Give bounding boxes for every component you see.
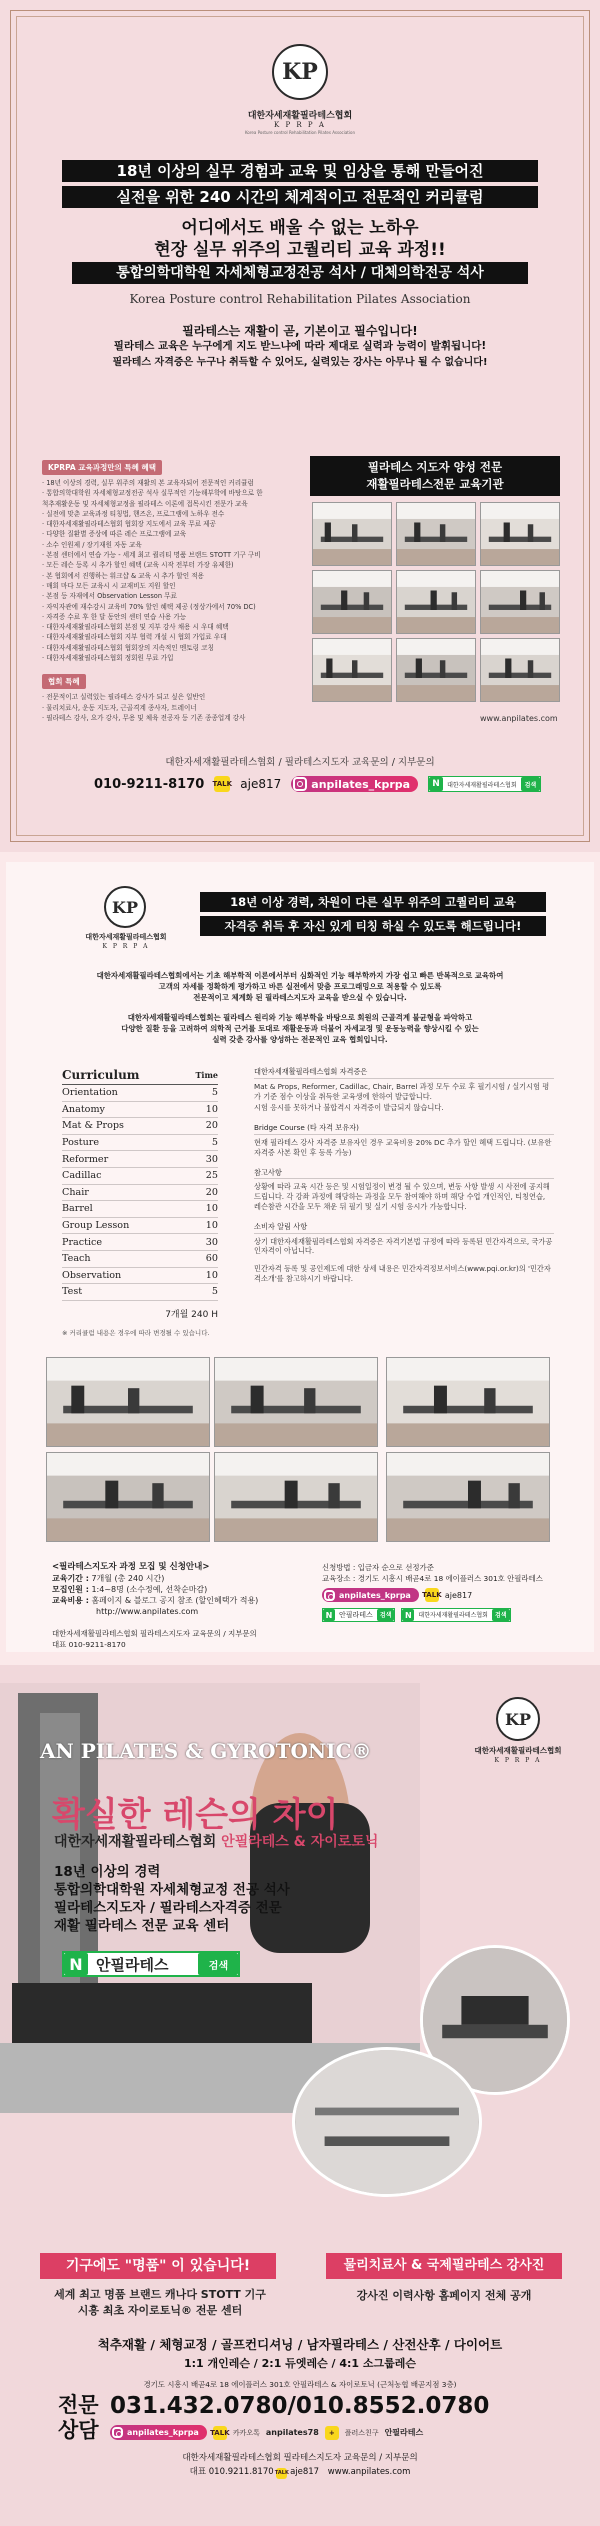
headline-line-2: 실전을 위한 240 시간의 체계적이고 전문적인 커리큘럼 [62,186,538,208]
benefit-item: · 물리치료사, 운동 지도자, 근골격계 종사자, 트레이너 [42,703,197,712]
course-name: Orientation [62,1087,118,1099]
search-button[interactable]: 검색 [198,1953,238,1975]
phone-numbers[interactable]: 031.432.0780/010.8552.0780 [110,2393,490,2419]
curriculum-row [62,1102,218,1119]
logo-mark: KP [112,897,138,917]
info-paragraph-1b: 시험 응시를 못하거나 불합격시 자격증이 발급되지 않습니다. [254,1103,444,1113]
feature-item: · 대한자세재활필라테스협회 협회장의 지속적인 멘토링 코칭 [42,643,214,652]
fee-label: 교육비용 : [52,1596,89,1605]
contact-label-2: 상담 [58,2418,99,2442]
course-name: Test [62,1286,83,1298]
instagram-link[interactable] [110,2425,207,2440]
feature-item: · 실전에 맞춘 교육과정 티칭법, 핸즈온, 프로그램에 노하우 전수 [42,509,225,518]
contact-labels [58,2393,99,2443]
curriculum-total: 7개월 240 H [165,1309,218,1320]
curriculum-header-row [62,1065,218,1085]
kakao-icon: TALK [214,776,230,792]
org-english-small: Korea Posture control Rehabilitation Pilates Association [245,130,355,135]
feature-item: · 소수 인원제 / 장기재원 자동 교육 [42,540,142,549]
feature-item: · 자익자관에 재수강시 교육비 70% 할인 혜택 제공 (정상가에서 70% DC) [42,602,256,611]
footer-org: 대한자세재활필라테스협회 필라테스지도자 교육문의 / 지부문의 [182,2453,418,2463]
info-heading-2: Bridge Course (타 자격 보유자) [254,1121,554,1135]
course-name: Reformer [62,1153,109,1165]
feature-item: · 18년 이상의 경력, 실무 위주의 재활의 본 교육자되어 전문적인 커리큘럼 [42,479,254,487]
recruit-title: <필라테스지도자 과정 모집 및 신청안내> [52,1562,210,1572]
kakao-icon: TALK [276,2468,287,2479]
course-name: Group Lesson [62,1220,130,1232]
course-name: Chair [62,1186,89,1198]
big-headline: 확실한 레슨의 차이 [52,1795,339,1835]
studio-photo [46,1357,210,1447]
intro-line-1: 대한자세재활필라테스협회에서는 기초 해부학적 이론에서부터 심화적인 기능 해부학까지 가장 쉽고 빠른 반복적으로 교육하여 [96,971,504,980]
period-label: 교육기간 : [52,1574,89,1583]
instagram-link[interactable] [322,1588,419,1602]
course-hours: 10 [205,1269,218,1281]
naver-search-box[interactable] [428,776,541,792]
info-heading-4: 소비자 알림 사항 [254,1220,554,1234]
benefit-items [42,692,294,723]
feature-item: · 통합의학대학원 자세체형교정전공 석사 실무적인 기능해부학에 바탕으로 한 [42,489,263,498]
address: 경기도 시흥시 배곧4로 18 에이플러스 301호 안필라테스 & 자이로토닉 (근처농협 배곧지점 3층) [143,2380,457,2389]
course-hours: 20 [205,1186,218,1198]
course-hours: 30 [205,1236,218,1248]
social-row [110,2425,423,2440]
studio-photo [480,502,560,566]
apply-info [322,1562,582,1622]
feature-item: · 매회 마다 모든 교육시 시 교재비도 지원 할인 [42,581,176,590]
org-initials: K P R P A [494,1757,542,1764]
recruit-info [52,1562,312,1617]
search-query: 안필라테스 [96,1955,169,1974]
intro-line-2: 고객의 자세를 정확하게 평가하고 바른 실전에서 맞춤 프로그래밍으로 적용할 수 있도록 [158,982,442,991]
feature-item: · 대한자세재활필라테스협회 지부 협력 개설 시 협회 가입료 우대 [42,633,227,642]
time-header: Time [195,1069,218,1080]
logo-mark: KP [505,1709,531,1729]
kakao-channel: 카카오톡 [232,2428,260,2437]
course-hours: 10 [205,1203,218,1215]
left-features [40,2287,280,2319]
kprpa-logo [104,886,146,928]
benefit-item: · 전문적이고 실력있는 필라테스 강사가 되고 싶은 일반인 [42,693,206,702]
naver-n-icon: N [402,1609,414,1621]
program-list: 척추재활 / 체형교정 / 골프컨디셔닝 / 남자필라테스 / 산전산후 / 다이어트 [97,2337,503,2352]
course-hours: 25 [205,1170,218,1182]
left-feature-1: 세계 최고 명품 브랜드 캐나다 STOTT 기구 [54,2288,266,2301]
curriculum-row [62,1284,218,1301]
phone-number[interactable]: 010-9211-8170 [94,776,205,792]
count-value: 1:4~8명 (소수정예, 선착순마감) [91,1585,208,1594]
studio-photo [480,638,560,702]
right-feature: 강사진 이력사항 홈페이지 전체 공개 [356,2289,532,2302]
info-paragraph-1: Mat & Props, Reformer, Cadillac, Chair, Barrel 과정 모두 수료 후 필기시험 / 실기시험 평가 기준 점수 이상을 취득한 교육생에 한하여 발급합니다. [254,1081,550,1101]
course-hours: 30 [205,1153,218,1165]
left-feature-2: 시흥 최초 자이로토닉® 전문 센터 [77,2304,243,2317]
benefit-pill: 협회 특혜 [42,674,86,689]
feature-item: · 본점 등 자재에서 Observation Lesson 무료 [42,592,177,601]
org-name: 대한자세재활필라테스협회 [85,933,167,941]
naver-search-box[interactable] [62,1951,240,1977]
info-heading-3: 참고사항 [254,1166,554,1180]
feature-item: · 모든 레슨 등록 시 추가 할인 혜택 (교육 시작 전부터 가장 유제한) [42,561,234,570]
course-hours: 10 [205,1220,218,1232]
course-name: Teach [62,1253,91,1265]
fee-value: 홈페이지 & 블로그 공지 참조 (할인혜택가 적용) [91,1596,259,1605]
credential-line: 통합의학대학원 자세체형교정 전공 석사 [54,1882,290,1898]
info-paragraph-2: 현재 필라테스 강사 자격증 보유자인 경우 교육비용 20% DC 추가 할인 혜택 드립니다. (보유한 자격증 사본 확인 후 등록 가능) [254,1137,552,1157]
studio-photo [312,570,392,634]
degree-line: 통합의학대학원 자세체형교정전공 석사 / 대체의학전공 석사 [72,262,528,284]
curriculum-row [62,1085,218,1102]
org-name: 대한자세재활필라테스협회 [247,111,353,121]
info-paragraph-4: 상기 대한자세재활필라테스협회 자격증은 자격기본법 규정에 따라 등록된 민간자격으로, 국가공인자격이 아닙니다. [254,1236,553,1256]
curriculum-row [62,1234,218,1251]
search-query-2: 대한자세재활필라테스협회 [418,1611,488,1619]
studio-photo [312,638,392,702]
feature-items [42,478,294,663]
intro-paragraph-2 [20,1012,580,1045]
poster-sheet-2 [0,852,600,1665]
benefit-item: · 필라테스 강사, 요가 강사, 무용 및 체육 전공자 등 기존 종종업계 강사 [42,713,246,722]
instagram-id: anpilates_kprpa [127,2428,199,2437]
curriculum-row [62,1135,218,1152]
search-button-1[interactable]: 검색 [377,1609,395,1621]
search-button[interactable]: 검색 [521,777,541,791]
naver-search-box-2[interactable] [401,1608,510,1622]
org-initials: K P R P A [102,943,150,950]
tag-line-1: 18년 이상 경력, 차원이 다른 실무 위주의 고퀄리티 교육 [200,892,546,912]
studio-photo [386,1357,550,1447]
footer-org: 대한자세재활필라테스협회 / 필라테스지도자 교육문의 / 지부문의 [165,757,435,768]
studio-photo [480,570,560,634]
curriculum-row [62,1151,218,1168]
feature-item: · 대한자세재활필라테스협회 정회원 무료 가입 [42,654,174,663]
intro-line-5: 다양한 질환 등을 고려하여 의학적 근거를 토대로 재활운동과 더불어 자세교정 및 운동능력을 향상시킬 수 있는 [121,1024,479,1033]
footer-org: 대한자세재활필라테스협회 필라테스지도자 교육문의 / 지부문의 [52,1629,257,1638]
credential-line: 재활 필라테스 전문 교육 센터 [54,1918,230,1934]
course-name: Practice [62,1236,103,1248]
motto-3: 필라테스 자격증은 누구나 취득할 수 있어도, 실력있는 강사는 아무나 될 수 없습니다! [112,357,488,368]
curriculum-header: Curriculum [62,1067,140,1082]
naver-n-icon: N [64,1953,88,1975]
plus-friend-id[interactable]: 안필라테스 [384,2428,424,2437]
curriculum-row [62,1218,218,1235]
feature-item: 척추재활운동 및 자세체형교정을 필라테스 이론에 접목시킨 전문가 교육 [42,499,248,508]
kakao-id[interactable]: aje817 [240,777,282,791]
feature-item: · 대한자세재활필라테스협회 협회장 지도에서 교육 무료 제공 [42,520,216,529]
curriculum-rows [62,1085,218,1301]
curriculum-row [62,1201,218,1218]
studio-photo [214,1357,378,1447]
sheet2-footer [52,1628,552,1650]
curriculum-row [62,1185,218,1202]
feature-list [42,455,294,722]
studio-photo [396,570,476,634]
intro-line-6: 실력 갖춘 강사를 양성하는 전문적인 교육 협회입니다. [212,1035,388,1044]
kprpa-logo [272,44,328,100]
search-row [322,1608,582,1622]
course-hours: 5 [211,1137,218,1149]
credential-line: 필라테스지도자 / 필라테스자격증 전문 [54,1900,282,1916]
kakao-id[interactable]: anpilates78 [265,2428,319,2437]
brand-title: AN PILATES & GYROTONIC® [40,1739,372,1763]
kprpa-logo [496,1697,540,1741]
sub-line-2: 현장 실무 위주의 고퀄리티 교육 과정!! [154,240,446,260]
studio-photo [386,1452,550,1542]
instagram-link[interactable] [291,776,418,792]
center-title [310,456,560,496]
course-name: Cadillac [62,1170,102,1182]
instagram-id: anpilates_kprpa [339,1590,411,1600]
contact-label-1: 전문 [58,2393,99,2417]
footer-kakao[interactable]: aje817 [290,2467,320,2477]
banner-right: 물리치료사 & 국제필라테스 강사진 [326,2253,562,2279]
intro-paragraph-1 [20,970,580,1003]
info-paragraph-5: 민간자격 등록 및 공인제도에 대한 상세 내용은 민간자격정보서비스(www.pqi.or.kr)의 '민간자격소개'를 참고하시기 바랍니다. [254,1264,551,1283]
poster-sheet-3 [0,1665,600,2526]
instagram-icon [112,2427,123,2438]
contact-row [94,775,541,793]
curriculum-note: ※ 커리큘럼 내용은 경우에 따라 변경될 수 있습니다. [62,1328,210,1337]
location: 교육장소 : 경기도 시흥시 배곧4로 18 에이플러스 301호 안필라테스 [322,1574,543,1583]
studio-photo [46,1452,210,1542]
course-name: Posture [62,1137,100,1149]
studio-photo [396,638,476,702]
kakao-id[interactable]: aje817 [444,1590,473,1600]
curriculum-table [62,1065,218,1337]
poster-sheet-1 [0,0,600,852]
sub-org: 대한자세재활필라테스협회 [54,1834,217,1850]
instagram-icon [293,777,307,791]
org-initials: K P R P A [274,121,326,129]
period-value: 7개월 (총 240 시간) [91,1574,165,1583]
info-paragraph-3: 상황에 따라 교육 시간 등은 및 시험일정이 변경 될 수 있으며, 변동 사항 발생 시 사전에 공지해드립니다. 각 강좌 과정에 해당하는 과정을 모두 참여해야 하며 해당 수업 개인적인, 티칭연습, 레슨참관 시간을 모두 채운 뒤 필기 및 실기 시험 응시가 가능합니다. [254,1182,550,1211]
feature-item: · 다양한 질환별 증상에 따른 레슨 프로그램에 교육 [42,530,187,539]
course-name: Barrel [62,1203,93,1215]
sub-brand: 안필라테스 & 자이로토닉 [221,1834,379,1850]
credential-lines [54,1863,290,1935]
feature-item: · 본 협회에서 진행하는 워크샵 & 교육 시 추가 할인 적용 [42,571,204,580]
certificate-info [254,1065,554,1292]
motto-2: 필라테스 교육은 누구에게 지도 받느냐에 따라 제대로 실력과 능력이 발휘됩니다! [113,340,487,352]
tag-line-2: 자격증 취득 후 자신 있게 티칭 하실 수 있도록 해드립니다! [200,916,546,936]
curriculum-row [62,1168,218,1185]
motto-1: 필라테스는 재활이 곧, 기본이고 필수입니다! [182,324,418,338]
intro-line-4: 대한자세재활필라테스협회는 필라테스 원리와 기능 해부학을 바탕으로 회원의 근골격계 불균형을 파악하고 [127,1013,473,1022]
curriculum-row [62,1251,218,1268]
course-hours: 20 [205,1120,218,1132]
count-label: 모집인원 : [52,1585,89,1594]
kakao-icon: TALK [425,1588,439,1602]
plus-friend-label: 플러스친구 [344,2428,379,2437]
feature-item: · 자격증 수료 후 한 달 동안의 센터 연습 사용 가능 [42,612,187,621]
banner-left: 기구에도 "명품" 이 있습니다! [40,2253,276,2279]
curriculum-row [62,1268,218,1285]
website-link[interactable]: www.anpilates.com [480,714,558,723]
search-button-2[interactable]: 검색 [492,1609,510,1621]
naver-n-icon: N [429,777,443,791]
center-title-1: 필라테스 지도자 양성 전문 [367,460,503,474]
english-org: Korea Posture control Rehabilitation Pilates Association [129,292,471,306]
studio-photo [214,1452,378,1542]
course-hours: 5 [211,1087,218,1099]
sub-line-1: 어디에서도 배울 수 없는 노하우 [181,218,419,238]
course-hours: 60 [205,1253,218,1265]
feature-pill: KPRPA 교육과정만의 특혜 혜택 [42,460,162,475]
footer-site[interactable]: www.anpilates.com [327,2467,411,2477]
class-types: 1:1 개인레슨 / 2:1 듀엣레슨 / 4:1 소그룹레슨 [183,2357,417,2370]
course-name: Observation [62,1269,122,1281]
sub-org-line [54,1831,378,1851]
logo-mark: KP [282,59,318,85]
headline-line-1: 18년 이상의 실무 경험과 교육 및 임상을 통해 만들어진 [62,160,538,182]
search-query: 대한자세재활필라테스협회 [447,781,517,789]
curriculum-row [62,1118,218,1135]
footer-contacts [0,2465,600,2479]
info-title: 대한자세재활필라테스협회 자격증은 [254,1065,554,1079]
course-name: Mat & Props [62,1120,124,1132]
studio-photo [292,2047,482,2197]
naver-n-icon: N [323,1609,335,1621]
plus-friend-icon: + [325,2426,339,2440]
center-title-2: 재활필라테스전문 교육기관 [366,477,504,491]
footer-tel[interactable]: 대표 010-9211-8170 [52,1640,126,1649]
naver-search-box-1[interactable] [322,1608,395,1622]
course-hours: 5 [211,1286,218,1298]
course-name: Anatomy [62,1103,105,1115]
org-name: 대한자세재활필라테스협회 [474,1746,562,1755]
search-query-1: 안필라테스 [339,1610,373,1619]
course-hours: 10 [205,1103,218,1115]
recruit-site-link[interactable]: http://www.anpilates.com [96,1607,199,1616]
intro-line-3: 전문적이고 체계화 된 필라테스지도자 교육을 받으실 수 있습니다. [193,993,407,1002]
social-row [322,1588,582,1602]
credential-line: 18년 이상의 경력 [54,1864,161,1880]
studio-photo [396,502,476,566]
instagram-id: anpilates_kprpa [311,777,411,791]
instagram-icon [324,1590,335,1601]
kakao-icon: TALK [213,2426,227,2440]
feature-item: · 본점 센터에서 연습 가능 - 세계 최고 퀄리티 명품 브랜드 STOTT 기구 구비 [42,551,261,560]
feature-item: · 대한자세재활필라테스협회 본점 및 지부 강사 채용 시 우대 혜택 [42,623,229,632]
footer-tel[interactable]: 대표 010.9211.8170 [189,2467,274,2477]
apply-method: 신청방법 : 입금자 순으로 선정가준 [322,1563,434,1572]
studio-photo [312,502,392,566]
